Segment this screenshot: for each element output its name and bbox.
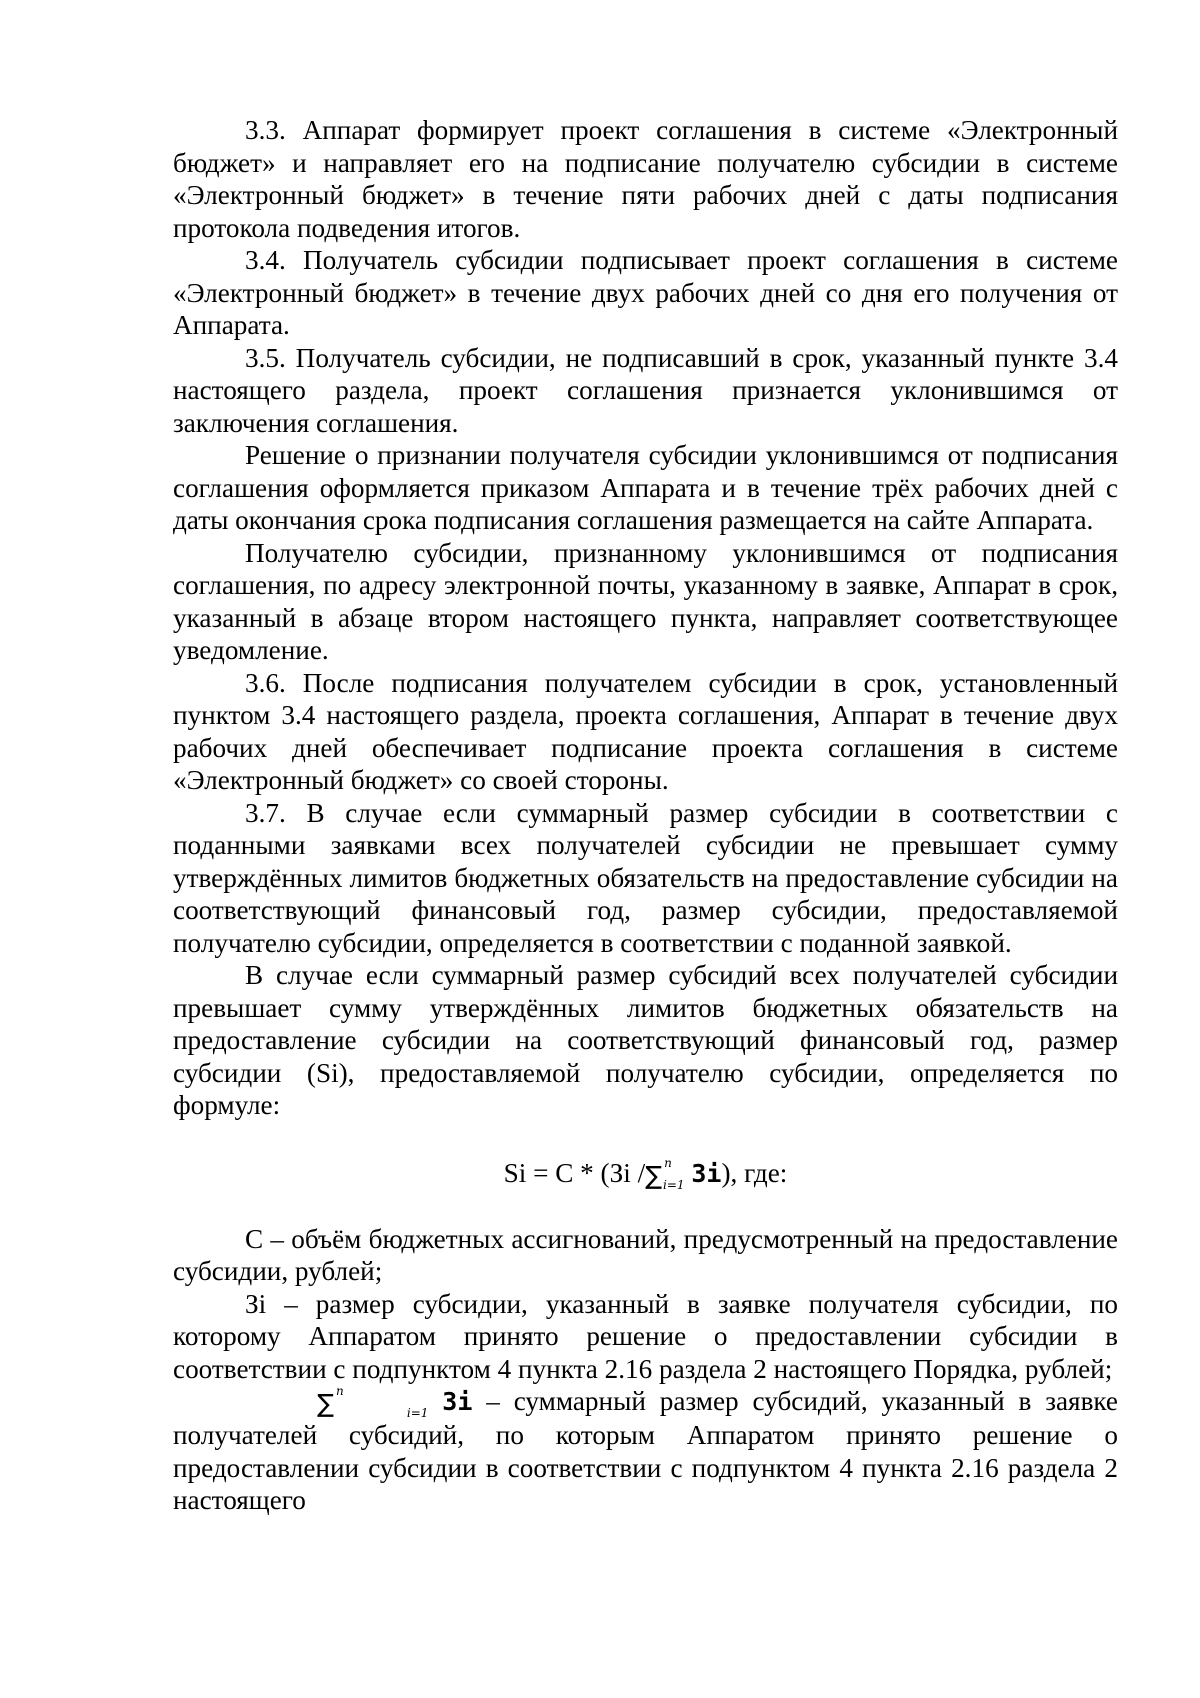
paragraph-notification: Получателю субсидии, признанному уклонившимся от подписания соглашения, по адресу электронной почты, указанному в заявке, Аппарат в срок, указанный в абзаце втором настоящего пункта, направляет соответствующее уведомление. [173, 537, 1118, 665]
definition-c: С – объём бюджетных ассигнований, предусмотренный на предоставление субсидии, рублей; [173, 1223, 1118, 1286]
definition-sum-symbol [245, 1384, 429, 1420]
sum-symbol [645, 1155, 685, 1192]
paragraph-3-7: 3.7. В случае если суммарный размер субсидии в соответствии с поданными заявками всех получателей субсидии не превышает сумму утверждённых лимитов бюджетных обязательств на предоставление субсидии на соответствующий финансовый год, размер субсидии, предоставляемой получателю субсидии, определяется в соответствии с поданной заявкой. [173, 797, 1118, 958]
formula-rhs: ), где: [721, 1157, 788, 1188]
subsidy-formula [173, 1155, 1118, 1192]
formula-lhs: Si = C * (Зi / [503, 1157, 646, 1188]
paragraph-3-4: 3.4. Получатель субсидии подписывает проект соглашения в системе «Электронный бюджет» в течение двух рабочих дней со дня его получения от Аппарата. [173, 245, 1118, 340]
sum-variable: Зi [691, 1158, 722, 1188]
definition-sum-text: – суммарный размер субсидий, указанный в заявке получателей субсидий, по которым Аппаратом принято решение о предоставлении субсидии в соответствии с подпунктом 4 пункта 2.16 раздела 2 настоящего [173, 1386, 1118, 1515]
definition-sum-lower: i=1 [406, 1406, 429, 1420]
paragraph-3-6: 3.6. После подписания получателем субсидии в срок, установленный пунктом 3.4 настоящего раздела, проекта соглашения, Аппарат в течение двух рабочих дней обеспечивает подписание проекта соглашения в системе «Электронный бюджет» со своей стороны. [173, 667, 1118, 795]
sigma-glyph: ∑ [645, 1160, 662, 1190]
sum-upper-limit: n [664, 1155, 672, 1170]
definition-sum-upper: n [336, 1384, 344, 1398]
definition-sum [173, 1385, 1118, 1517]
sum-lower-limit: i=1 [663, 1177, 685, 1192]
definition-sum-variable: Зi [442, 1387, 473, 1416]
paragraph-formula-intro: В случае если суммарный размер субсидий всех получателей субсидии превышает сумму утверждённых лимитов бюджетных обязательств на предоставление субсидии на соответствующий финансовый год, размер субсидии (Si), предоставляемой получателю субсидии, определяется по формуле: [173, 960, 1118, 1120]
document-page [173, 114, 1118, 1517]
paragraph-3-3: 3.3. Аппарат формирует проект соглашения в системе «Электронный бюджет» и направляет его на подписание получателю субсидии в системе «Электронный бюджет» в течение пяти рабочих дней с даты подписания протокола подведения итогов. [173, 115, 1118, 243]
paragraph-decision: Решение о признании получателя субсидии уклонившимся от подписания соглашения оформляется приказом Аппарата и в течение трёх рабочих дней с даты окончания срока подписания соглашения размещается на сайте Аппарата. [173, 440, 1118, 535]
definition-sigma-glyph: ∑ [317, 1389, 334, 1418]
definition-zi: Зi – размер субсидии, указанный в заявке получателя субсидии, по которому Аппаратом принято решение о предоставлении субсидии в соответствии с подпунктом 4 пункта 2.16 раздела 2 настоящего Порядка, рублей; [173, 1288, 1118, 1384]
paragraph-3-5: 3.5. Получатель субсидии, не подписавший в срок, указанный пункте 3.4 настоящего раздела, проект соглашения признается уклонившимся от заключения соглашения. [173, 342, 1118, 438]
